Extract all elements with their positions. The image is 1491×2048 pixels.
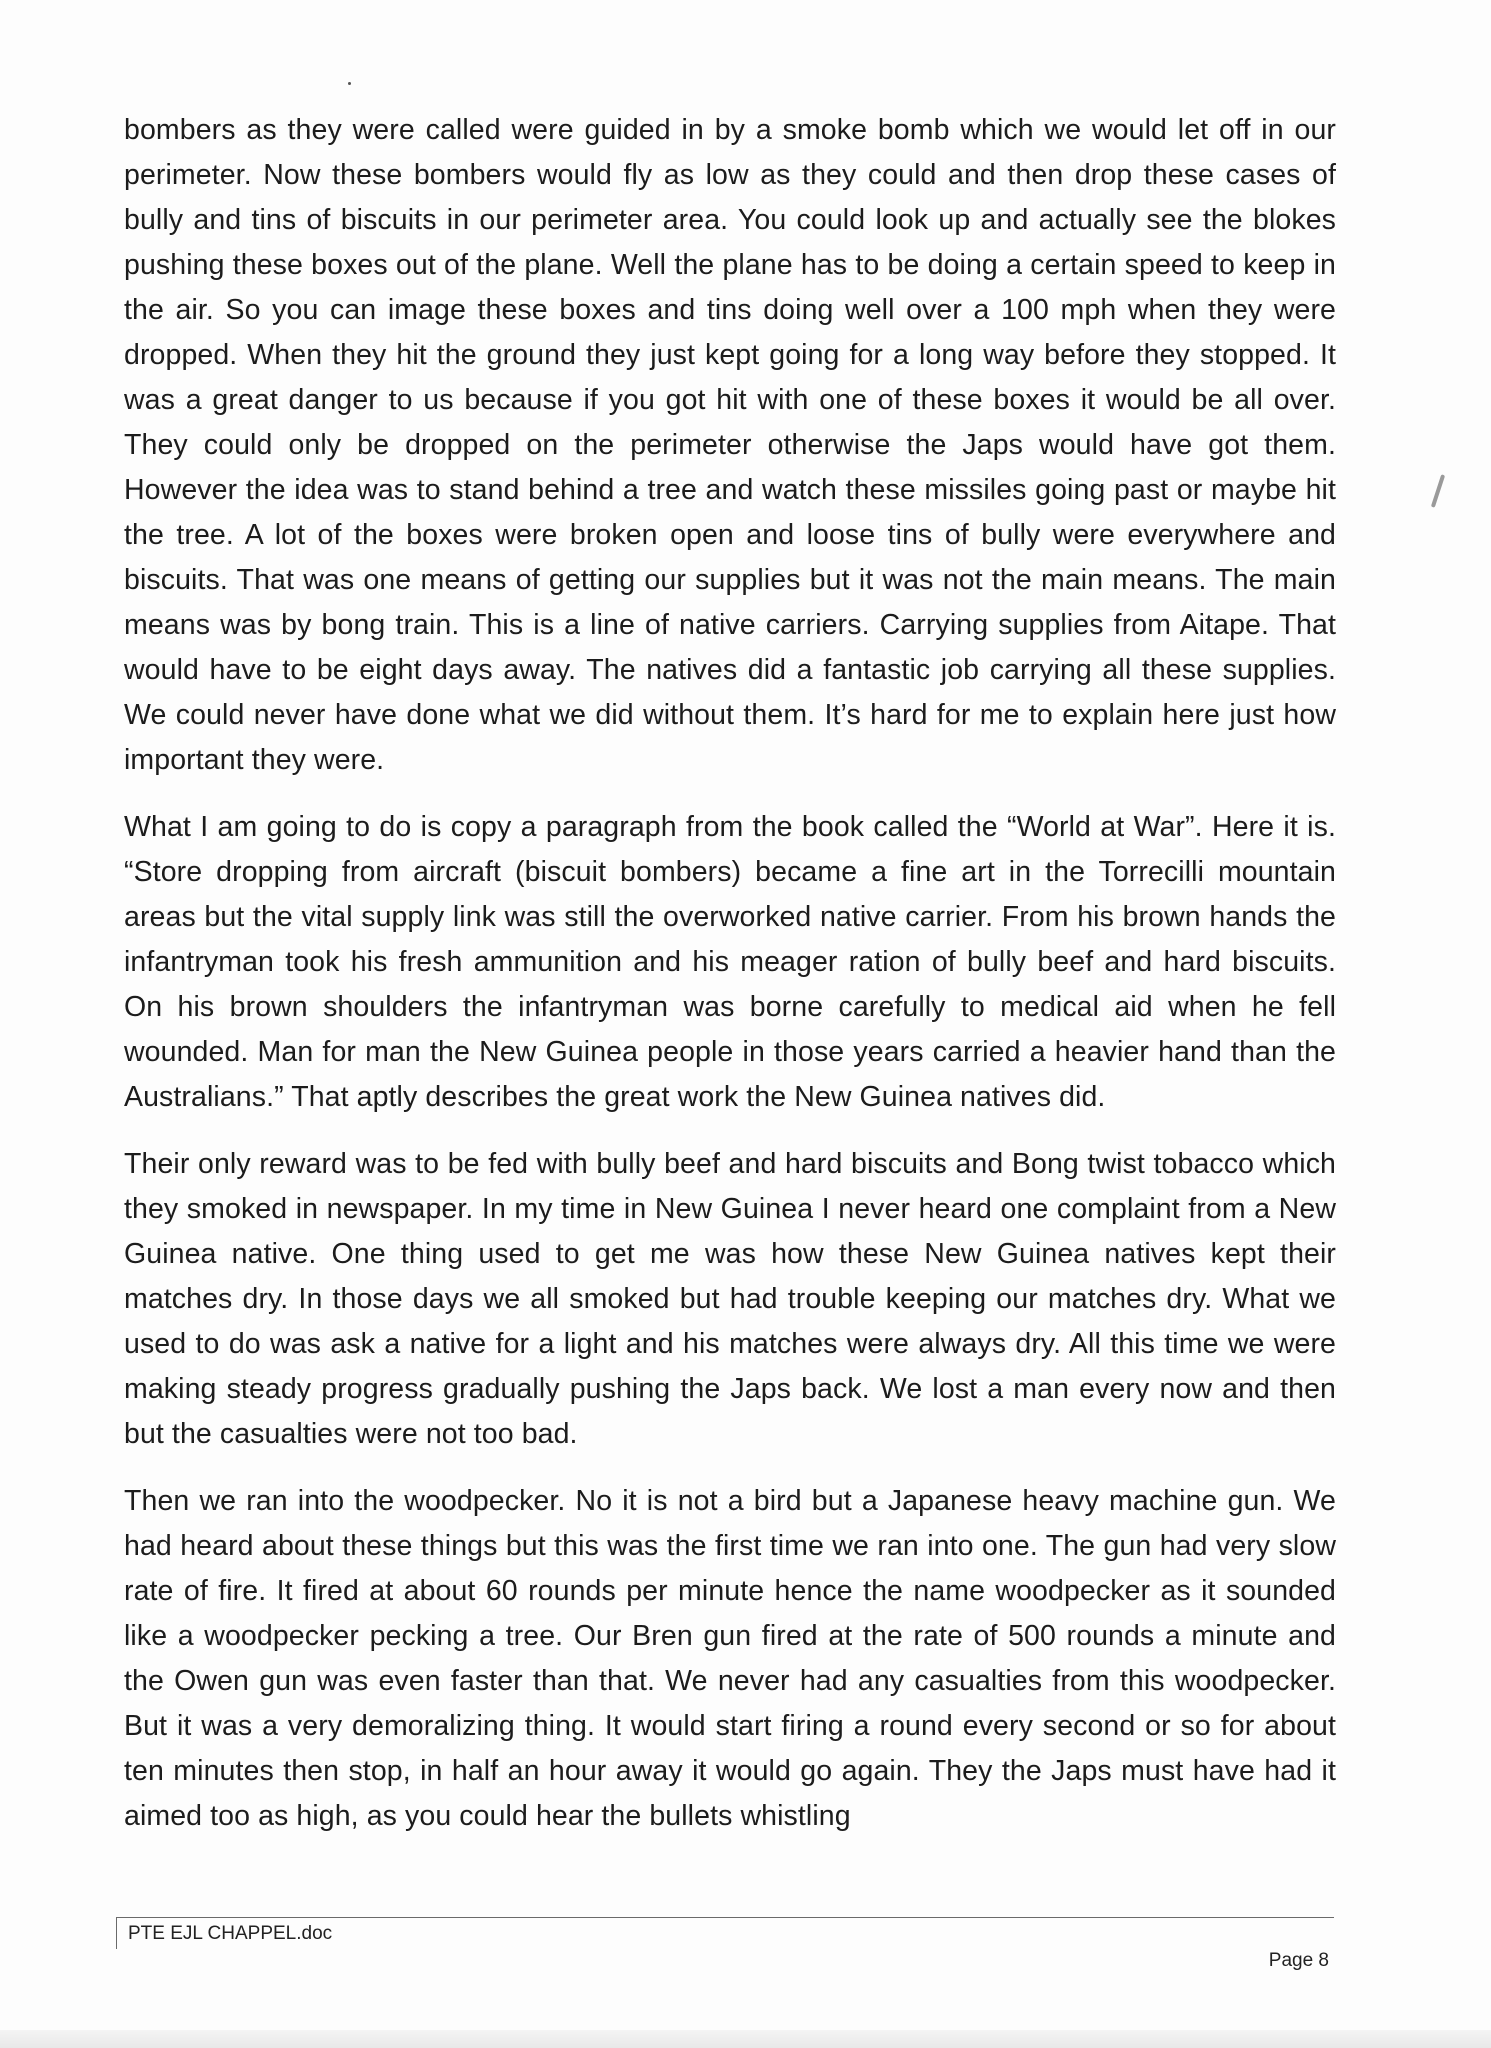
paragraph-biscuit-bombers: bombers as they were called were guided in by a smoke bomb which we would let off in our perimeter. Now these bombers would fly as low as they could and then drop these cases of bully and tins of biscuits in our perimeter area. You could look up and actually see the blokes pushing these boxes out of the plane. Well the plane has to be doing a certain speed to keep in the air. So you can image these boxes and tins doing well over a 100 mph when they were dropped. When they hit the ground they just kept going for a long way before they stopped. It was a great danger to us because if you got hit with one of these boxes it would be all over. They could only be dropped on the perimeter otherwise the Japs would have got them. However the idea was to stand behind a tree and watch these missiles going past or maybe hit the tree. A lot of the boxes were broken open and loose tins of bully were everywhere and biscuits. That was one means of getting our supplies but it was not the main means. The main means was by bong train. This is a line of native carriers. Carrying supplies from Aitape. That would have to be eight days away. The natives did a fantastic job carrying all these supplies. We could never have done what we did without them. It’s hard for me to explain here just how important they were. xyxy=(124,114,1336,776)
paragraph-native-reward: Their only reward was to be fed with bully beef and hard biscuits and Bong twist tobacco which they smoked in newspaper. In my time in New Guinea I never heard one complaint from a New Guinea native. One thing used to get me was how these New Guinea natives kept their matches dry. In those days we all smoked but had trouble keeping our matches dry. What we used to do was ask a native for a light and his matches were always dry. All this time we were making steady progress gradually pushing the Japs back. We lost a man every now and then but the casualties were not too bad. xyxy=(124,1148,1336,1450)
body-text xyxy=(124,108,1336,1861)
footer-divider xyxy=(116,1917,1334,1918)
footer-filename: PTE EJL CHAPPEL.doc xyxy=(128,1923,333,1944)
scan-speck xyxy=(348,82,351,85)
scan-bottom-edge xyxy=(0,2030,1491,2048)
paragraph-world-at-war-quote: What I am going to do is copy a paragraph from the book called the “World at War”. Here it is. “Store dropping from aircraft (biscuit bombers) became a fine art in the Torrecilli mountain areas but the vital supply link was still the overworked native carrier. From his brown hands the infantryman took his fresh ammunition and his meager ration of bully beef and hard biscuits. On his brown shoulders the infantryman was borne carefully to medical aid when he fell wounded. Man for man the New Guinea people in those years carried a heavier hand than the Australians.” That aptly describes the great work the New Guinea natives did. xyxy=(124,811,1336,1113)
footer-divider-tick xyxy=(116,1917,117,1949)
paragraph-woodpecker: Then we ran into the woodpecker. No it is not a bird but a Japanese heavy machine gun. We had heard about these things but this was the first time we ran into one. The gun had very slow rate of fire. It fired at about 60 rounds per minute hence the name woodpecker as it sounded like a woodpecker pecking a tree. Our Bren gun fired at the rate of 500 rounds a minute and the Owen gun was even faster than that. We never had any casualties from this woodpecker. But it was a very demoralizing thing. It would start firing a round every second or so for about ten minutes then stop, in half an hour away it would go again. They the Japs must have had it aimed too as high, as you could hear the bullets whistling xyxy=(124,1485,1336,1832)
scan-mark xyxy=(1431,474,1445,508)
footer-page-number: Page 8 xyxy=(1268,1950,1329,1971)
